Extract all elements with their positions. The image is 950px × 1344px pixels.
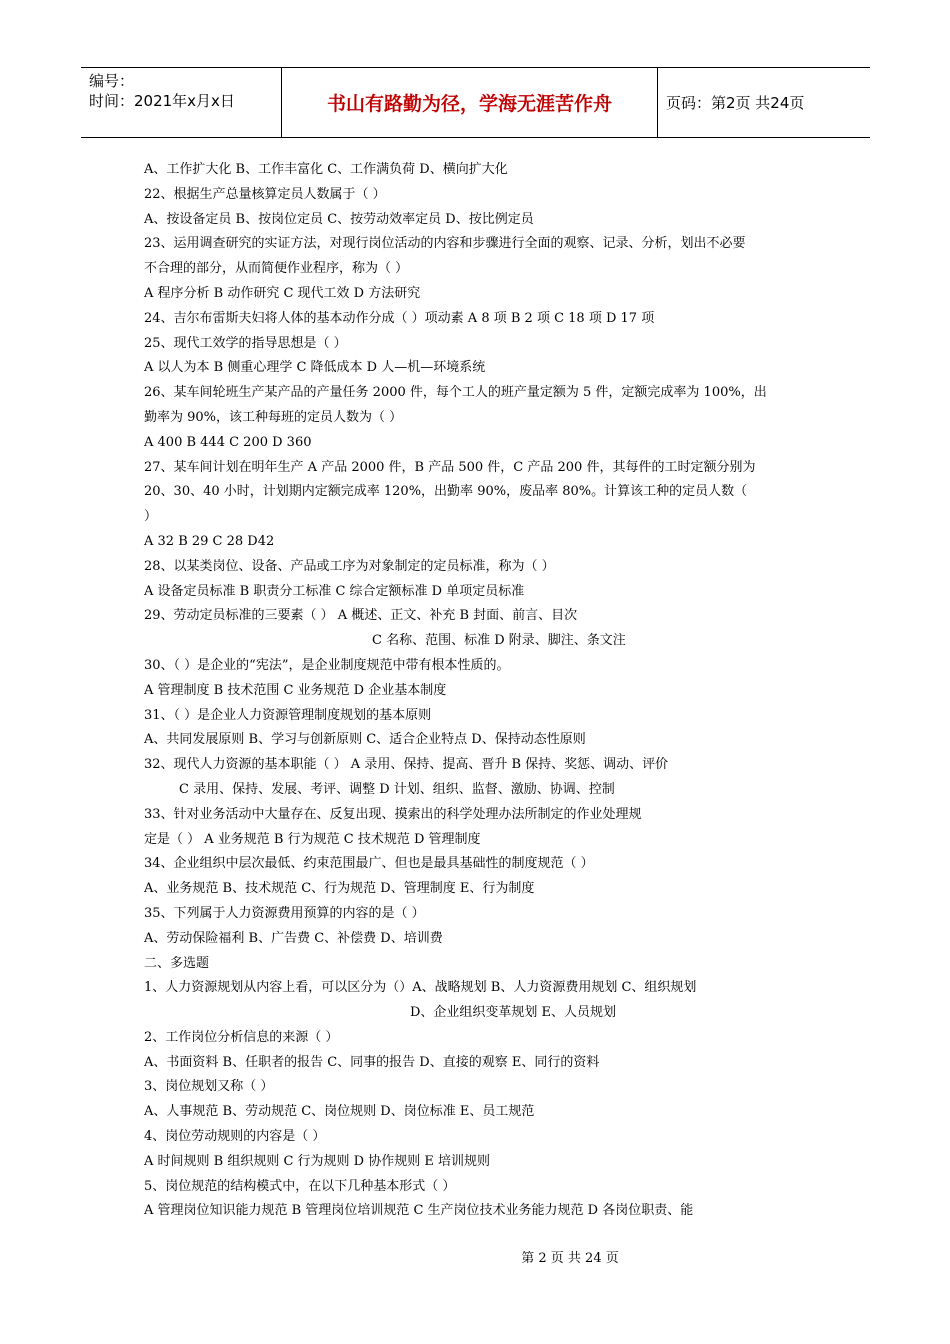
text-line: 29、劳动定员标准的三要素（ ） A 概述、正文、补充 B 封面、前言、目次 [144,608,578,624]
text-line: 27、某车间计划在明年生产 A 产品 2000 件，B 产品 500 件，C 产品 200 件，其每件的工时定额分别为 [144,459,756,475]
number-label: 编号： [89,72,135,90]
time-label: 时间：2021年x月x日 [89,92,235,110]
text-line: 二、多选题 [144,955,210,971]
text-line: A、人事规范 B、劳动规范 C、岗位规则 D、岗位标准 E、员工规范 [144,1104,535,1120]
text-line: C 名称、范围、标准 D 附录、脚注、条文注 [372,633,626,649]
text-line: A、业务规范 B、技术规范 C、行为规范 D、管理制度 E、行为制度 [144,881,535,897]
text-line: A 400 B 444 C 200 D 360 [144,434,312,450]
text-line: 勤率为 90%，该工种每班的定员人数为（ ） [144,409,403,425]
text-line: 32、现代人力资源的基本职能（ ） A 录用、保持、提高、晋升 B 保持、奖惩、调动、评价 [144,757,669,773]
text-line: A 时间规则 B 组织规则 C 行为规则 D 协作规则 E 培训规则 [144,1153,490,1169]
document-body [144,158,814,1224]
page-header [81,67,870,138]
text-line: 24、吉尔布雷斯夫妇将人体的基本动作分成（ ）项动素 A 8 项 B 2 项 C 18 项 D 17 项 [144,310,655,326]
text-line: 23、运用调查研究的实证方法，对现行岗位活动的内容和步骤进行全面的观察、记录、分析，划出不必要 [144,236,746,252]
text-line: A、劳动保险福利 B、广告费 C、补偿费 D、培训费 [144,930,443,946]
text-line: A 管理岗位知识能力规范 B 管理岗位培训规范 C 生产岗位技术业务能力规范 D 各岗位职责、能 [144,1203,694,1219]
text-line: A 以人为本 B 侧重心理学 C 降低成本 D 人—机—环境系统 [144,360,486,376]
text-line: A 管理制度 B 技术范围 C 业务规范 D 企业基本制度 [144,682,447,698]
text-line: 33、针对业务活动中大量存在、反复出现、摸索出的科学处理办法所制定的作业处理规 [144,806,642,822]
text-line: A、工作扩大化 B、工作丰富化 C、工作满负荷 D、横向扩大化 [144,162,508,177]
text-line: 30、（ ）是企业的“宪法”，是企业制度规范中带有根本性质的。 [144,657,510,673]
text-line: 28、以某类岗位、设备、产品或工序为对象制定的定员标准，称为（ ） [144,558,555,574]
text-line: 31、（ ）是企业人力资源管理制度规划的基本原则 [144,707,432,723]
text-line: 2、工作岗位分析信息的来源（ ） [144,1029,339,1045]
motto: 书山有路勤为径，学海无涯苦作舟 [282,68,658,137]
text-line: A、按设备定员 B、按岗位定员 C、按劳动效率定员 D、按比例定员 [144,211,534,227]
text-line: 25、现代工效学的指导思想是（ ） [144,335,347,351]
text-line: 定是（ ） A 业务规范 B 行为规范 C 技术规范 D 管理制度 [144,831,481,847]
page-info: 页码：第2页 共24页 [666,94,805,112]
text-line: 26、某车间轮班生产某产品的产量任务 2000 件，每个工人的班产量定额为 5 件，定额完成率为 100%，出 [144,385,767,401]
text-line: 1、人力资源规划从内容上看，可以区分为（）A、战略规划 B、人力资源费用规划 C、组织规划 [144,980,697,996]
page-footer: 第 2 页 共 24 页 [521,1251,619,1266]
header-info [81,68,282,137]
text-line: 不合理的部分，从而简便作业程序，称为（ ） [144,261,409,277]
text-line: 4、岗位劳动规则的内容是（ ） [144,1129,326,1145]
text-line: A 设备定员标准 B 职责分工标准 C 综合定额标准 D 单项定员标准 [144,583,525,599]
text-line: ） [144,509,158,525]
text-line: A 32 B 29 C 28 D42 [144,533,275,549]
text-line: 20、30、40 小时，计划期内定额完成率 120%，出勤率 90%，废品率 80%。计算该工种的定员人数（ [144,484,748,500]
text-line: A 程序分析 B 动作研究 C 现代工效 D 方法研究 [144,285,421,301]
text-line: 5、岗位规范的结构模式中，在以下几种基本形式（ ） [144,1178,456,1194]
text-line: 3、岗位规划又称（ ） [144,1079,274,1095]
text-line: A、书面资料 B、任职者的报告 C、同事的报告 D、直接的观察 E、同行的资料 [144,1054,600,1070]
text-line: 35、下列属于人力资源费用预算的内容的是（ ） [144,905,425,921]
text-line: D、企业组织变革规划 E、人员规划 [410,1005,617,1021]
text-line: C 录用、保持、发展、考评、调整 D 计划、组织、监督、激励、协调、控制 [179,781,615,797]
text-line: A、共同发展原则 B、学习与创新原则 C、适合企业特点 D、保持动态性原则 [144,732,586,748]
text-line: 34、企业组织中层次最低、约束范围最广、但也是最具基础性的制度规范（ ） [144,856,594,872]
text-line: 22、根据生产总量核算定员人数属于（ ） [144,186,386,202]
